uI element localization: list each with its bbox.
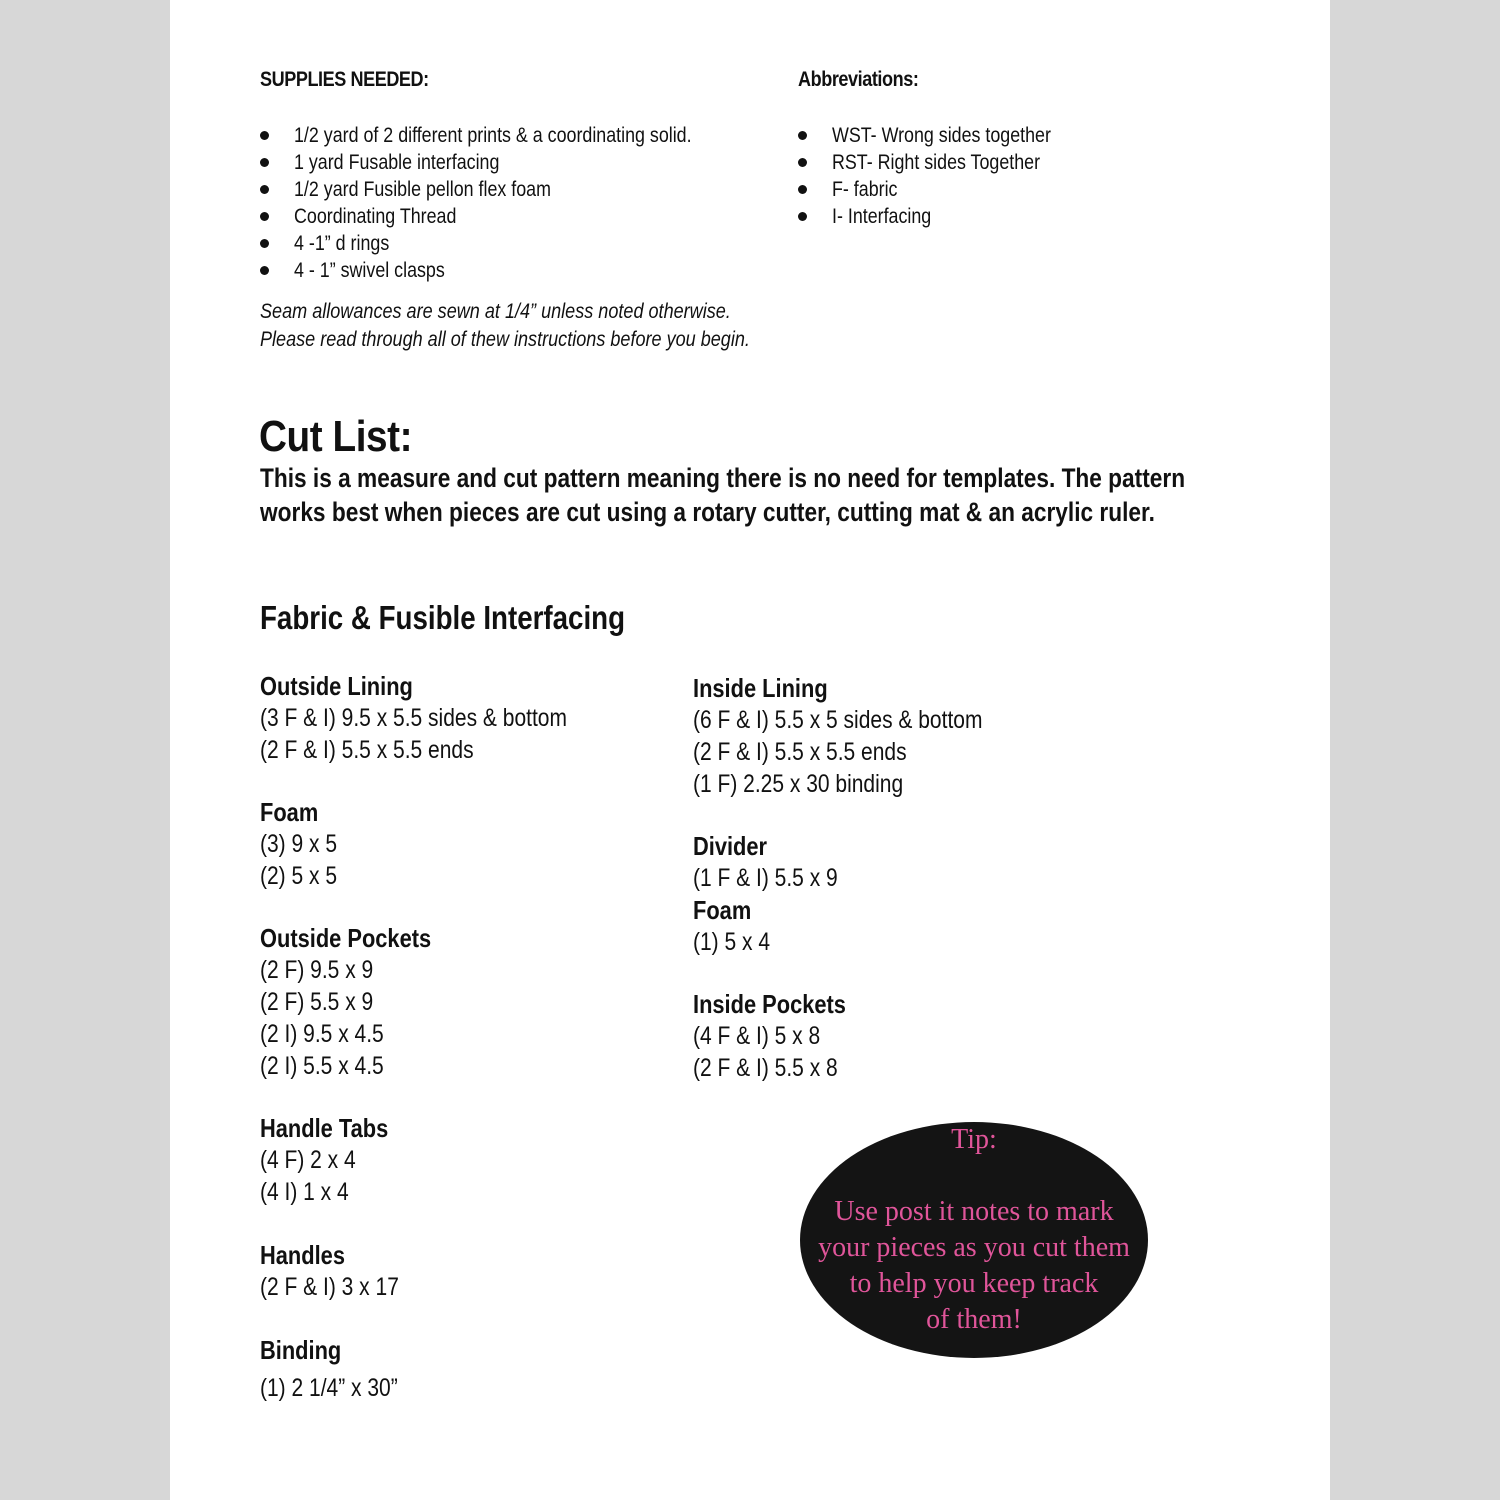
cut-line: (4 F & I) 5 x 8 [693,1022,821,1050]
bullet-icon [798,131,807,140]
cut-line: (2 I) 5.5 x 4.5 [260,1052,384,1080]
cut-group-inside-pockets [693,988,875,1084]
group-title: Inside Pockets [693,989,846,1019]
cut-line: (3 F & I) 9.5 x 5.5 sides & bottom [260,704,567,732]
cut-group-handles [260,1239,425,1303]
tip-title: Tip: [951,1124,997,1155]
bullet-icon [798,212,807,221]
abbreviations-list [798,122,1158,230]
cut-line: (2 F & I) 5.5 x 8 [693,1054,838,1082]
cut-group-foam [260,796,352,892]
list-item: RST- Right sides Together [798,149,1158,176]
tip-callout [800,1122,1148,1358]
supplies-list [260,122,820,284]
description-line: works best when pieces are cut using a rotary cutter, cutting mat & an acrylic ruler. [260,497,1155,527]
note-line: Please read through all of thew instructions before you begin. [260,328,750,351]
list-item: 1 yard Fusable interfacing [260,149,820,176]
bullet-icon [260,131,269,140]
group-title: Divider [693,831,768,861]
list-item: 1/2 yard of 2 different prints & a coordinating solid. [260,122,820,149]
group-title: Binding [260,1335,342,1365]
list-item: 4 - 1” swivel clasps [260,257,820,284]
bullet-icon [260,239,269,248]
tip-line: of them! [926,1304,1022,1335]
cut-group-divider [693,830,865,958]
group-title: Outside Lining [260,671,413,701]
bullet-icon [260,158,269,167]
cut-group-inside-lining [693,672,1038,800]
list-item: 4 -1” d rings [260,230,820,257]
cut-group-outside-lining [260,670,625,766]
cut-line: (2 F) 9.5 x 9 [260,956,374,984]
cut-line: (4 I) 1 x 4 [260,1178,349,1206]
list-item: Coordinating Thread [260,203,820,230]
fabric-interfacing-subtitle: Fabric & Fusible Interfacing [260,599,626,636]
group-title: Inside Lining [693,673,828,703]
cut-list-description [260,461,1185,529]
cut-line: (4 F) 2 x 4 [260,1146,356,1174]
cut-list-title: Cut List: [259,412,413,461]
cut-line: (3) 9 x 5 [260,830,338,858]
group-title: Foam [260,797,319,827]
cut-line: (1) 2 1/4” x 30” [260,1374,398,1402]
cut-line: (2 F & I) 3 x 17 [260,1273,399,1301]
list-item: I- Interfacing [798,203,1158,230]
cut-line: (6 F & I) 5.5 x 5 sides & bottom [693,706,983,734]
group-title: Handle Tabs [260,1113,389,1143]
bullet-icon [260,212,269,221]
group-title: Foam [693,895,752,925]
cut-line: (2 F & I) 5.5 x 5.5 ends [260,736,474,764]
group-title: Outside Pockets [260,923,432,953]
pattern-page [170,0,1330,1500]
tip-line: your pieces as you cut them [818,1232,1130,1263]
bullet-icon [260,266,269,275]
note-line: Seam allowances are sewn at 1/4” unless noted otherwise. [260,300,731,323]
description-line: This is a measure and cut pattern meaning there is no need for templates. The pattern [260,463,1186,493]
cut-line: (2) 5 x 5 [260,862,338,890]
bullet-icon [260,185,269,194]
cut-group-outside-pockets [260,922,464,1082]
abbreviations-heading: Abbreviations: [798,68,919,91]
list-item: 1/2 yard Fusible pellon flex foam [260,176,820,203]
cut-group-binding [260,1334,424,1404]
bullet-icon [798,185,807,194]
cut-line: (2 F) 5.5 x 9 [260,988,374,1016]
cut-line: (2 I) 9.5 x 4.5 [260,1020,384,1048]
group-title: Handles [260,1240,345,1270]
list-item: F- fabric [798,176,1158,203]
cut-line: (2 F & I) 5.5 x 5.5 ends [693,738,907,766]
tip-line: to help you keep track [849,1268,1099,1299]
bullet-icon [798,158,807,167]
cut-group-handle-tabs [260,1112,413,1208]
supplies-heading: SUPPLIES NEEDED: [260,68,429,91]
list-item: WST- Wrong sides together [798,122,1158,149]
tip-body [800,1194,1148,1338]
seam-note [260,298,750,354]
cut-line: (1) 5 x 4 [693,928,771,956]
tip-line: Use post it notes to mark [834,1196,1114,1227]
cut-line: (1 F & I) 5.5 x 9 [693,864,838,892]
cut-line: (1 F) 2.25 x 30 binding [693,770,904,798]
